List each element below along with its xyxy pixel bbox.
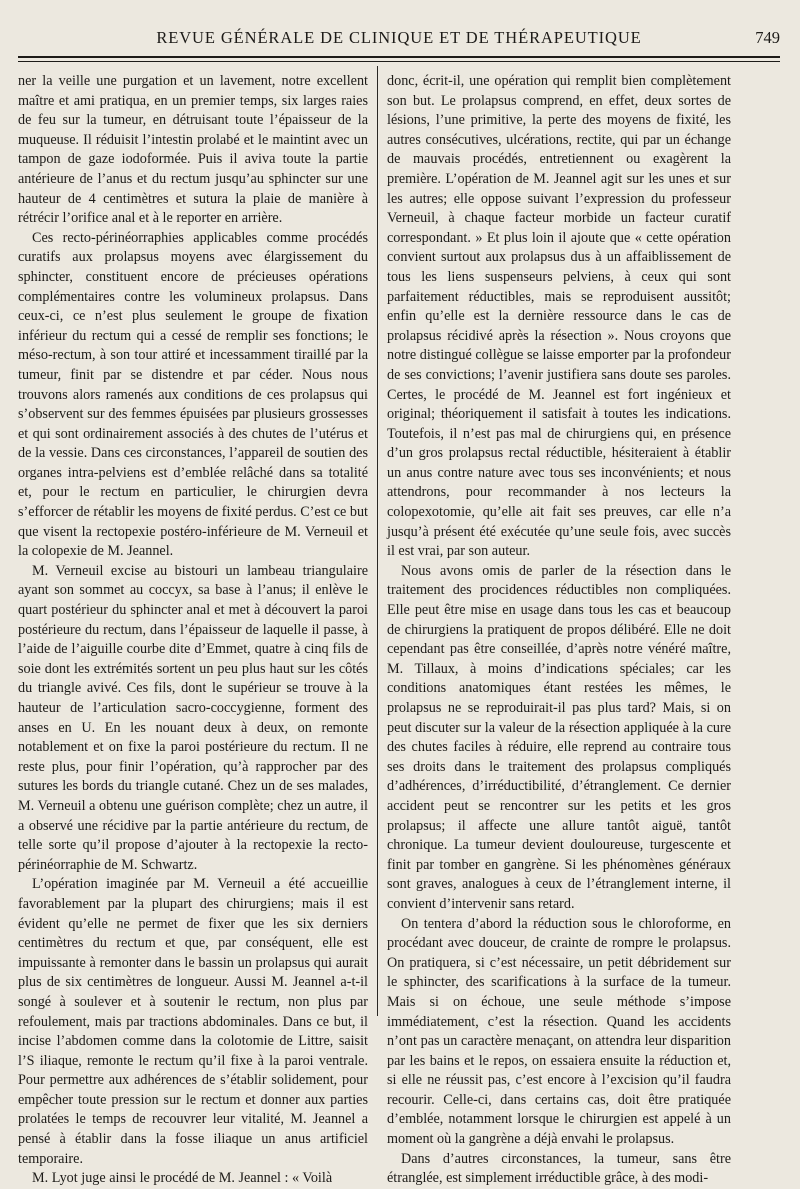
paragraph: ner la veille une purgation et un lavement, notre excellent maître et ami pratiqua, en un premier temps, six larges raies de feu sur la tumeur, en détruisant toute l’épaisseur de la muqueuse. Il réduisit l’intestin prolabé et le maintint avec un tampon de gaze iodoformée. Puis il aviva toute la partie antérieure de l’anus et du rectum jusqu’au sphincter sur une hauteur de 4 centimètres et sutura la plaie de manière à rétrécir l’orifice anal et à le reporter en arrière. [18, 73, 368, 227]
paragraph: On tentera d’abord la réduction sous le chloroforme, en procédant avec douceur, de crainte de rompre le prolapsus. On pratiquera, si c’est nécessaire, un petit débridement sur le sphincter, des scarifications à la surface de la tumeur. Mais si on échoue, une seule méthode s’impose immédiatement, c’est la résection. Quand les accidents n’ont pas un caractère menaçant, on attendra leur disparition par les bains et le repos, on essaiera ensuite la réduction et, si elle ne réussit pas, c’est encore à l’excision qu’il faudra recourir. Celle-ci, dans certains cas, doit être pratiquée d’emblée, notamment lorsque le chirurgien est appelé à un moment où la gangrène a déjà envahi le prolapsus. [387, 915, 731, 1148]
header-rule-thick [18, 56, 780, 58]
column-divider [377, 66, 378, 1016]
paragraph: Dans d’autres circonstances, la tumeur, sans être étranglée, est simplement irréductible grâce, à des modi- [387, 1150, 731, 1187]
paragraph: L’opération imaginée par M. Verneuil a été accueillie favorablement par la plupart des chirurgiens; mais il est évident qu’elle ne permet de fixer que les six derniers centimètres du rectum et que, par conséquent, elle est impuissante à remonter dans le bassin un prolapsus qui aurait plus de six centimètres de longueur. Aussi M. Jeannel a-t-il songé à soulever et à soutenir le rectum, non plus par refoulement, mais par tractions abdominales. Dans ce but, il incise l’abdomen comme dans la colotomie de Littre, saisit l’S iliaque, remonte le rectum qu’il fixe à la paroi ventrale. Pour permettre aux adhérences de s’établir solidement, pour empêcher toute pression sur le rectum et donner aux parties prolatées le temps de recouvrer leur vitalité, M. Jeannel a pensé à établir dans la fosse iliaque un anus artificiel temporaire. [18, 876, 368, 1167]
running-header [18, 26, 780, 54]
paragraph: Nous avons omis de parler de la résection dans le traitement des procidences réductibles non compliquées. Elle peut être mise en usage dans tous les cas et beaucoup de chirurgiens la pratiquent de propos délibéré. Elle ne doit cependant pas être conseillée, d’après notre vénéré maître, M. Tillaux, à moins d’indications spéciales; car les conditions anatomiques étant restées les mêmes, le prolapsus ne se reproduirait-il pas plus tard? Mais, si on peut discuter sur la valeur de la résection appliquée à la cure des chutes faciles à réduire, elle reprend au contraire tous ses droits dans le traitement des prolapsus compliqués d’adhérences, d’irréductibilité, d’étranglement. Ce dernier accident peut se rencontrer sur les petits et les gros prolapsus; il affecte une allure tantôt aiguë, tantôt chronique. La tumeur devient douloureuse, turgescente et finit par tomber en gangrène. Si les phénomènes généraux sont graves, analogues à ceux de l’étranglement interne, il convient d’intervenir sans retard. [387, 562, 731, 912]
header-rule-thin [18, 61, 780, 62]
page-number: 749 [755, 28, 780, 47]
right-column [387, 72, 731, 1187]
journal-title: REVUE GÉNÉRALE DE CLINIQUE ET DE THÉRAPEUTIQUE [156, 28, 642, 47]
paragraph: donc, écrit-il, une opération qui remplit bien complètement son but. Le prolapsus comprend, en effet, deux sortes de lésions, l’une primitive, la perte des moyens de fixité, les autres consécutives, ulcérations, rectite, qui par un échange de mauvais procédés, entretiennent ou exagèrent la première. L’opération de M. Jeannel agit sur les unes et sur les autres; elle oppose suivant l’expression du professeur Verneuil, à chaque facteur morbide un facteur curatif correspondant. » Et plus loin il ajoute que « cette opération convient surtout aux prolapsus dus à un affaiblissement de tous les liens suspenseurs pelviens, à ceux qui sont parfaitement réductibles, mais se reproduisent aussitôt; enfin qu’elle est la dernière ressource dans le cas de prolapsus récidivé après la résection ». Nous croyons que notre distingué collègue se laisse emporter par la profondeur de ses convictions; l’avenir justifiera sans doute ses paroles. Certes, le procédé de M. Jeannel est fort ingénieux et original; théoriquement il satisfait à toutes les indications. Toutefois, il n’est pas mal de chirurgiens qui, en présence d’un gros prolapsus rectal réductible, hésiteraient à établir un anus contre nature avec tous ses inconvénients; et nous attendrons, pour recommander à nos lecteurs la colopexotomie, qu’elle ait fait ses preuves, car elle n’a jusqu’à présent été exécutée qu’une seule fois, avec succès il est vrai, par son auteur. [387, 73, 731, 560]
paragraph: M. Lyot juge ainsi le procédé de M. Jeannel : « Voilà [32, 1170, 333, 1187]
paragraph: Ces recto-périnéorraphies applicables comme procédés curatifs aux prolapsus moyens avec élargissement du sphincter, constituent encore de précieuses opérations complémentaires contre les volumineux prolapsus. Dans ceux-ci, ce n’est plus seulement le groupe de fixation inférieur du rectum qui a cessé de remplir ses fonctions; le méso-rectum, à son tour attiré et incessamment tiraillé par la tumeur, finit par se distendre et par céder. Nous nous trouvons alors ramenés aux conditions de ces prolapsus qui s’observent sur des femmes épuisées par plusieurs grossesses et qui sont ordinairement associés à des chutes de l’utérus et de la vessie. Dans ces circonstances, l’appareil de soutien des organes intra-pelviens est d’emblée relâché dans sa totalité et, pour le rectum en particulier, le chirurgien devra s’efforcer de rétablir les moyens de fixité perdus. C’est ce but que visent la rectopexie postéro-inférieure de M. Verneuil et la colopexie de M. Jeannel. [18, 229, 368, 560]
left-column [18, 72, 368, 1187]
paragraph: M. Verneuil excise au bistouri un lambeau triangulaire ayant son sommet au coccyx, sa base à l’anus; il enlève le quart postérieur du sphincter anal et met à découvert la paroi postérieure du rectum, dans l’épaisseur de laquelle il passe, à l’aide de l’aiguille courbe dite d’Emmet, quatre à cinq fils de soie dont les extrémités sortent un peu plus haut sur les côtés du triangle avivé. Ces fils, dont le supérieur se trouve à la hauteur de l’articulation sacro-coccygienne, forment des anses en U. En les nouant deux à deux, on remonte notablement et on fixe la paroi postérieure du rectum. Il ne reste plus, pour finir l’opération, qu’à rapprocher par des sutures les bords du triangle cutané. Chez un de ses malades, M. Verneuil a obtenu une guérison complète; chez un autre, il a observé une récidive par la partie antérieure du rectum, de telle sorte qu’il propose d’ajouter à la rectopexie la recto-périnéorraphie de M. Schwartz. [18, 562, 368, 873]
